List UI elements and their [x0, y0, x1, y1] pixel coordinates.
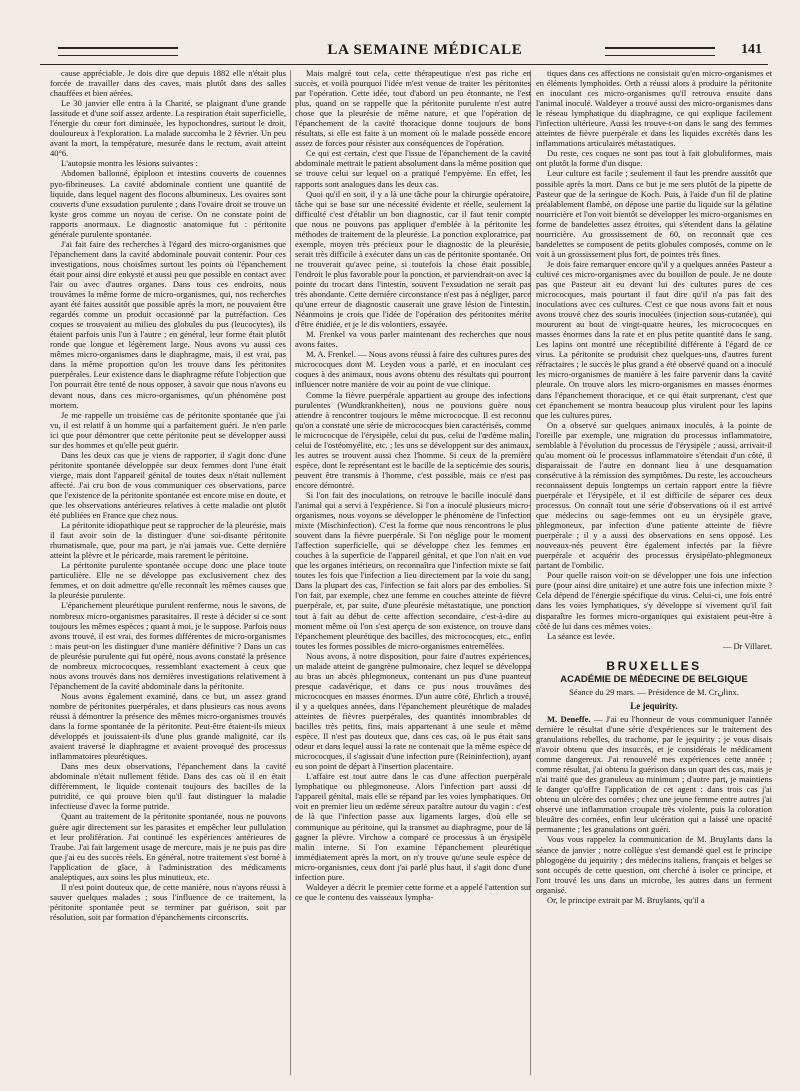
section-heading-city: BRUXELLES [606, 658, 702, 673]
paragraph: On a observé sur quelques animaux inoculés, à la pointe de l'oreille par exemple, une migration du processus inflammatoire, semblable à l'évolution du processus de l'érysipèle ; aussi, arrivait-il qu'au moment où le processus inflammatoire s'étendait d'un côté, il disparaissait de l'autre en donnant lieu à une desquamation consécutive à la rémission des symptômes. Du reste, les accoucheurs reconnaissent depuis longtemps un certain rapport entre la fièvre puerpérale et l'érysipèle, et il est difficile de séparer ces deux processus. On connaît tout une série d'observations où il est arrivé que médecins ou sage-femmes ont eu un érysipèle grave, phlegmoneux, par infection d'une patiente atteinte de fièvre puerpérale ; il y a aussi des observations en sens opposé. Les nouveaux-nés peuvent être également infectés par la fièvre puerpérale et acquérir des processus érysipélato-phlegmoneux partant de l'ombilic. [536, 419, 772, 571]
paragraph: Dans mes deux observations, l'épanchement dans la cavité abdominale n'était nullement fétide. Dans des cas où il en était différemment, le liquide contenait toujours des bacilles de la putridité, ce qui prouve bien qu'il faut distinguer la maladie infectieuse d'avec la forme putride. [50, 761, 286, 812]
paragraph: Comme la fièvre puerpérale appartient au groupe des infections purulentes (Wundkrankheiten), nous ne pouvions guère nous attendre à rencontrer toujours le même micrococque. Il est reconnu qu'on a constaté une série de micrococques bien caractérisés, comme le micrococque de l'érysipèle, celui du pus, celui de l'œdème malin, celui de l'ostéomyélite, etc. ; les uns se développent sur des animaux, les autres se trouvent aussi chez l'homme. Si ceux de la première espèce, dont le représentant est le bacille de la septicémie des souris, peuvent être transmis à l'homme, c'est possible, mais ce n'est pas encore démontré. [295, 389, 531, 490]
paragraph: J'ai fait faire des recherches à l'égard des micro-organismes que l'épanchement dans la cavité abdominale pouvait contenir. Pour ces investigations, nous choisîmes surtout les points où l'épanchement était pour ainsi dire enkysté et aussi peu que possible en contact avec l'air ou avec d'autres organes. Dans tous ces endroits, nous trouvâmes la même forme de micro-organismes, qui, nos recherches ayant été faites aussitôt que possible après la mort, ne pouvaient être regardés comme un produit occasionné par la putréfaction. Ces coques se trouvaient au milieu des globules du pus (leucocytes), ils étaient parfois unis l'un à l'autre ; en général, leur forme était plutôt ronde que longue et légèrement large. Nous avons vu aussi ces mêmes micro-organismes dans le diaphragme, mais, il est vrai, pas dans la même proportion qu'on les trouve dans les péritonites puerpérales. Leur existence dans le diaphragme réfute l'objection que l'on pourrait être tenté de nous opposer, à savoir que nous n'avons eu devant nous, dans ces micro-organismes, qu'un phénomène post mortem. [50, 238, 286, 410]
paragraph: Or, le principe extrait par M. Bruylants, qu'il a [547, 894, 705, 905]
column-divider-1 [290, 70, 291, 1075]
paragraph: Je me rappelle un troisième cas de péritonite spontanée que j'ai vu, il est relatif à un homme qui a parfaitement guéri. Je n'en parle ici que pour démontrer que cette péritonite peut se développer aussi sur des hommes et qu'elle peut guérir. [50, 409, 286, 450]
topic-heading: Le jequirity. [630, 700, 678, 711]
paragraph: Je dois faire remarquer encore qu'il y a quelques années Pasteur a cultivé ces micro-organismes avec du bouillon de poule. Je ne doute pas que Pasteur ait eu devant lui des cultures pures de ces micrococques, mais pourtant il faut dire qu'il n'a pas fait des inoculations avec ces cultures. C'est ce que nous avons fait et nous avons trouvé chez des souris inoculées (injection sous-cutanée), qui moururent au bout de vingt-quatre heures, les micrococques en masses énormes dans la rate et en plus petite quantité dans le sang. Les lapins ont montré une réceptibilité différente à l'égard de ce virus. La péritonite se produisit chez quelques-uns, d'autres furent réfractaires ; le succès le plus grand a été observé quand on a inoculé les micro-organismes de manière à les faire parvenir dans la cavité pleurale. On trouve alors les micro-organismes en masses énormes dans l'épanchement thoracique, et ce qui était surprenant, c'est que cet épanchement se montra beaucoup plus virulent pour les lapins que les cultures pures. [536, 258, 772, 420]
text-column-2 [295, 68, 531, 1078]
paragraph: Quoi qu'il en soit, il y a là une tâche pour la chirurgie opératoire, tâche qui se base sur une nécessité évidente et réelle, seulement la difficulté c'est d'établir un bon diagnostic, car il faut tenir compte que nous ne pouvons pas appliquer d'emblée à la péritonite les méthodes de traitement de la pleurésie. La ponction exploratrice, par exemple, moyen très précieux pour le diagnostic de la pleurésie, serait très difficile à exécuter dans un cas de péritonite spontanée. On ne trouverait qu'avec peine, si toutefois la chose était possible, l'endroit le plus favorable pour la ponction, et parviendrait-on avec la pointe du trocart dans l'intestin, souvent l'exsudation ne serait pas très abondante. Cette dernière circonstance n'est pas à négliger, parce qu'une erreur de diagnostic causerait une grave lésion de l'intestin. Néanmoins je crois que l'idée de l'opération des péritonites mérite d'être étudiée, et je le dis volontiers, essayée. [295, 188, 531, 330]
paragraph: Nous avons également examiné, dans ce but, un assez grand nombre de péritonites puerpérales, et dans plusieurs cas nous avons réussi à démontrer la présence des mêmes micro-organismes trouvés dans la forme spontanée de la péritonite. Peut-être étaient-ils mieux développés et jouissaient-ils d'une plus grande malignité, car ils avaient traversé le diaphragme et avaient provoqué des processus inflammatoires pleurétiques. [50, 690, 286, 762]
header-divider [40, 64, 768, 65]
paragraph: La péritonite idiopathique peut se rapprocher de la pleurésie, mais il faut avoir soin de la distinguer d'une soi-disante péritonite rhumatismale, que, pour ma part, je n'ai jamais vue. Cette dernière atteint la plèvre et le péricarde, mais rarement le péritoine. [50, 520, 286, 561]
header-rule-right [605, 47, 715, 56]
paragraph: L'affaire est tout autre dans le cas d'une affection puerpérale lymphatique ou phlegmoneuse. Alors l'infection part aussi de l'appareil génital, mais elle se répand par les voies lymphatiques. On voit en premier lieu un œdème séreux paraître autour du vagin : c'est de là que l'infection passe aux ligaments larges, d'où elle se communique au péritoine, qui la transmet au diaphragme, pour de là gagner la plèvre. Virchow a comparé ce processus à un érysipèle malin interne. Si l'on examine l'épanchement pleurétique immédiatement après la mort, on n'y trouve qu'une seule espèce de micro-organismes, ceux dont j'ai parlé plus haut, il s'agit donc d'une infection pure. [295, 771, 531, 882]
paragraph: Si l'on fait des inoculations, on retrouve le bacille inoculé dans l'animal qui a servi à l'expérience. Si l'on a inoculé plusieurs micro-organismes, nous voyons se développer le phénomène de l'infection mixte (Mischinfection). C'est la forme que nous rencontrons le plus souvent dans la fièvre puerpérale. Si l'on néglige pour le moment l'affection superficielle, qui se développe chez les femmes en couches à la superficie de l'appareil génital, et que l'on n'ait en vue que les organes intérieurs, on reconnaîtra que l'infection mixte se fait toutes les fois que l'infection a lieu directement par la voie du sang. Dans la plupart des cas, l'infection se fait alors par des embolies. Si l'on fait, par exemple, chez une femme en couches atteinte de fièvre puerpérale, et, par suite, d'une pleurésie métastatique, une ponction tout à fait au début de cette affection secondaire, c'est-à-dire au moment même où l'on s'est aperçu de son existence, on trouve dans l'épanchement pleurétique des bacilles, des micrococques, etc., enfin toutes les formes possibles de micro-organismes entremêlées. [295, 489, 531, 651]
paragraph: Waldeyer a décrit le premier cette forme et a appelé l'attention sur ce que le contenu des vaisseaux lympha- [295, 881, 531, 902]
paragraph: cause appréciable. Je dois dire que depuis 1882 elle n'était plus forcée de travailler dans des caves, mais plutôt dans des salles chauffées et bien aérées. [50, 68, 286, 99]
paragraph: M. Frenkel va vous parler maintenant des recherches que nous avons faites. [295, 329, 531, 350]
text-column-3 [536, 68, 772, 1078]
author-signature: — Dr Villaret. [722, 640, 772, 651]
paragraph: Le 30 janvier elle entra à la Charité, se plaignant d'une grande lassitude et d'une soif assez ardente. La respiration était superficielle, l'énergie du cœur fort diminuée, les hypochondres, surtout le droit, douloureux à l'exploration. La malade succomba le 2 février. Un peu avant la mort, la température, mesurée dans le rectum, avait atteint 40°6. [50, 98, 286, 159]
paragraph: Mais malgré tout cela, cette thérapeutique n'est pas riche en succès, et voilà pourquoi l'idée m'est venue de traiter les péritonites par l'opération. Cette idée, tout d'abord un peu étonnante, ne l'est plus, quand on se rappelle que la péritonite purulente n'est autre chose que la pleurésie de même nature, et que l'opération de l'épanchement de la cavité thoracique donne toujours de bons résultats, si elle est faite à un moment où le malade possède encore assez de forces pour résister aux conséquences de l'opération. [295, 68, 531, 149]
paragraph: M. A. Frenkel. — Nous avons réussi à faire des cultures pures des micrococques dont M. Leyden vous a parlé, et en inoculant ces coques à des animaux, nous avons obtenu des résultats qui pourront influencer notre manière de voir au point de vue clinique. [295, 349, 531, 390]
paragraph: Ce qui est certain, c'est que l'issue de l'épanchement de la cavité abdominale mettrait le patient absolument dans la même position que se trouve celui sur lequel on a pratiqué l'empyème. En effet, les rapports sont analogues dans les deux cas. [295, 148, 531, 189]
paragraph: L'épanchement pleurétique purulent renferme, nous le savons, de nombreux micro-organismes parasitaires. Il reste à décider si ce sont toujours les mêmes espèces ; quant à moi, je le suppose. Parfois nous avons trouvé, il est vrai, des formes différentes de micro-organismes : mais peut-on les distinguer d'une manière définitive ? Dans un cas de pleurésie purulente qui fut opéré, nous avons constaté la présence de nombreux micrococques, ressemblant exactement à ceux que nous avons trouvés dans nos dernières investigations relativement à l'épanchement de la cavité abdominale dans la péritonite. [50, 600, 286, 691]
page-number: 141 [741, 42, 762, 57]
paragraph: tiques dans ces affections ne consistait qu'en micro-organismes et en éléments lymphoïdes. Orth a réussi alors à produire la péritonite en inoculant ces micro-organismes qu'il retrouva ensuite dans l'animal inoculé. Waldeyer a trouvé aussi des micro-organismes dans le réseau lymphatique du diaphragme, ce qui explique facilement l'infection ultérieure. Aussi les trouve-t-on dans le sang des femmes atteintes de fièvre puerpérale et dans les liquides excrétés dans les inflammations articulaires métastatiques. [536, 68, 772, 149]
academy-heading: ACADÉMIE DE MÉDECINE DE BELGIQUE [560, 673, 748, 685]
paragraph: Vous vous rappelez la communication de M. Bruylants dans la séance de janvier ; notre collègue s'est demandé quel est le principe phlogogène du jequirity ; des médecins italiens, français et belges se sont occupés de cette question, ont cherché à isoler ce principe, et l'ont trouvé les uns dans un microbe, les autres dans un ferment organisé. [536, 834, 772, 895]
paragraph: Quant au traitement de la péritonite spontanée, nous ne pouvons guère agir directement sur les parasites et empêcher leur pullulation et leur prolifération. J'ai continué les expériences antérieures de Traube. J'ai fait largement usage de mercure, mais je ne puis pas dire que j'ai eu des succès réels. En général, notre traitement s'est borné à l'application de glace, à l'administration des médicaments analeptiques, aux soins les plus minutieux, etc. [50, 811, 286, 882]
session-info: Séance du 29 mars. — Présidence de M. Crانinx. [569, 686, 739, 697]
paragraph: L'autopsie montra les lésions suivantes : [61, 158, 198, 169]
paragraph: Du reste, ces coques ne sont pas tout à fait globuliformes, mais ont plutôt la forme d'un disque. [536, 148, 772, 169]
paragraph: Abdomen ballonné, épiploon et intestins couverts de couennes pyo-fibrineuses. La cavité abdominale contient une quantité de liquide, dans lequel nagent des flocons albumineux. Les ovaires sont couverts d'une exsudation purulente ; dans l'ovaire droit se trouve un kyste gros comme un noyau de cerise. On ne constate point de rapports anormaux. Le diagnostic anatomique fut : péritonite générale purulente spontanée. [50, 168, 286, 239]
speaker-name: M. Deneffe. [547, 713, 591, 724]
paragraph: La péritonite purulente spontanée occupe donc une place toute particulière. Elle ne se développe pas exclusivement chez des femmes, et on doit admettre qu'elle reconnaît les mêmes causes que la pleurésie purulente. [50, 560, 286, 601]
paragraph-text: — J'ai eu l'honneur de vous communiquer l'année dernière le résultat d'une série d'expériences sur le traitement des granulations rebelles, du trachome, par le jequirity ; je vous disais n'avoir obtenu que des insuccès, et je considérais le médicament comme dangereux. J'ai renouvelé mes expériences cette année ; comme résultat, j'ai obtenu la guérison dans un quart des cas, mais je n'ai traité que des granuleux au minimum ; d'autre part, je maintiens le danger qu'offre l'application de cet agent : dans trois cas j'ai obtenu un ulcère des cornées ; chez une jeune femme entre autres j'ai observé une inflammation croupale très violente, puis la coloration bleuâtre des cornées, enfin leur ulcération qui a laissé une opacité permanente ; les granulations ont guéri. [536, 713, 772, 835]
journal-title: LA SEMAINE MÉDICALE [327, 42, 523, 58]
paragraph: Nous avons, à notre disposition, pour faire d'autres expériences, un malade atteint de gangrène pulmonaire, chez lequel se développa au bras un abcès phlegmoneux, contenant un pus d'une puanteur presque cadavérique, et dans ce pus nous trouvâmes des micrococques en masses énormes. D'un autre côté, Ehrlich a trouvé, il y a quelques années, dans l'épanchement pleurétique de malades atteintes de fièvres puerpérales, des quantités innombrables de bacilles très petits, fins, mais appartenant à une seule et même espèce. Il n'est pas douteux que, dans ces cas, où le pus était sans odeur et dans lequel aussi la rate ne contenait que la même espèce de micrococques, il s'agissait d'une infection pure (Reininfection), ayant eu son point de départ à l'insertion placentaire. [295, 650, 531, 772]
paragraph: Dans les deux cas que je viens de rapporter, il s'agit donc d'une péritonite spontanée développée sur deux femmes dont l'une était vierge, mais dont l'appareil génital de toutes deux n'était nullement affecté. J'ai cru bon de vous communiquer ces observations, parce que l'existence de la péritonite spontanée est encore mise en doute, et que les observations antérieures relatives à cette maladie ont plutôt été publiées en France que chez nous. [50, 449, 286, 521]
paragraph: Il n'est point douteux que, de cette manière, nous n'ayons réussi à sauver quelques malades ; sous l'influence de ce traitement, la péritonite spontanée peut se terminer par guérison, soit par résolution, soit par formation d'épanchements circonscrits. [50, 881, 286, 922]
header-rule-left [58, 47, 178, 56]
text-column-1 [50, 68, 286, 1078]
paragraph: Leur culture est facile ; seulement il faut les prendre aussitôt que possible après la mort. Dans ce but je me sers plutôt de la pipette de Pasteur que de la seringue de Koch. Puis, à l'aide d'un fil de platine préalablement flambé, on dépose une partie du liquide sur la gélatine nourricière et l'on voit bientôt se développer les micro-organismes en forme de bandelettes assez étroites, qui s'étendent dans la gélatine nourricière. Au grossissement de 60, on reconnaît que ces bandelettes se composent de petits globules composés, comme on le voit à un grossissement plus fort, de pointes très fines. [536, 168, 772, 259]
paragraph [536, 714, 772, 835]
session-closing: La séance est levée. [547, 630, 615, 641]
paragraph: Pour quelle raison voit-on se développer une fois une infection pure (pour ainsi dire unitaire) et une autre fois une infection mixte ? Cela dépend de l'énergie spécifique du virus. Celui-ci, une fois entré dans les voies lymphatiques, s'y développe si vivement qu'il fait disparaître les formes micro-organiques qui existaient peut-être à côté de lui dans ces mêmes voies. [536, 570, 772, 631]
